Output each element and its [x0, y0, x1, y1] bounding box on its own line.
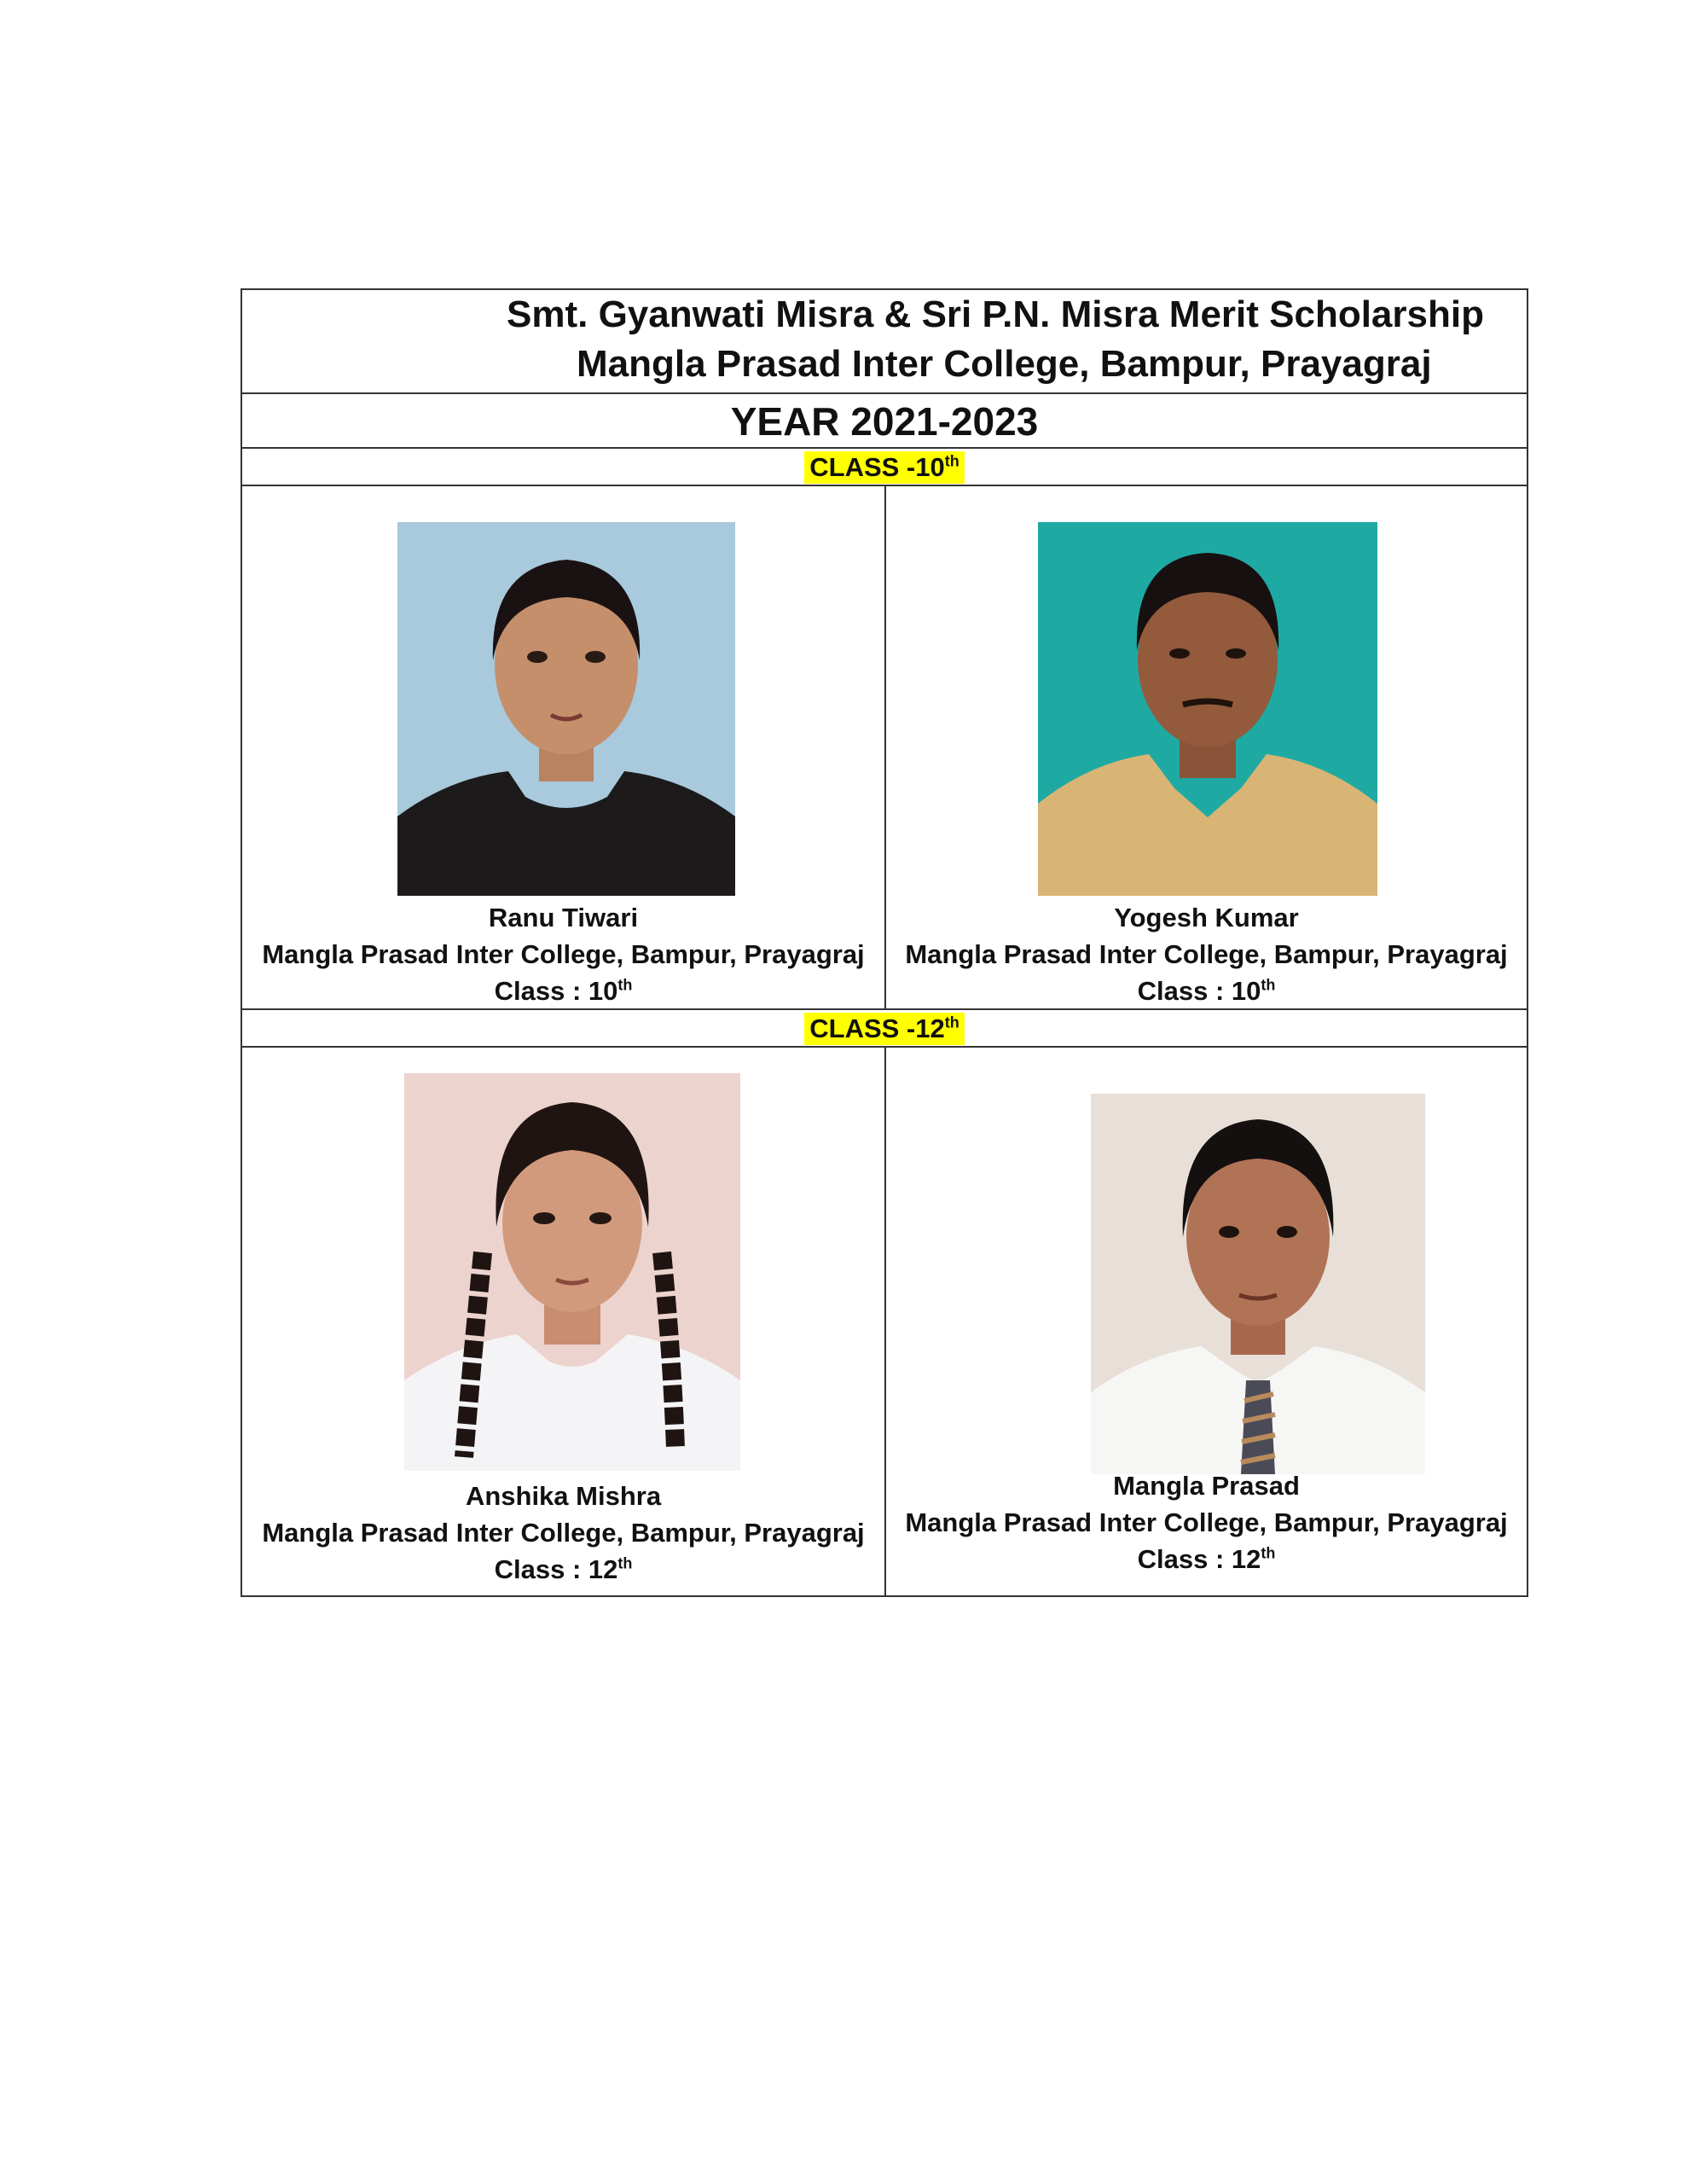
- student-caption: [886, 899, 1527, 1009]
- portrait-illustration: [397, 522, 735, 896]
- portrait-illustration: [404, 1073, 740, 1471]
- class-12-row: [242, 1010, 1527, 1048]
- student-class-text: Class : 12: [1137, 1544, 1261, 1574]
- student-class: [886, 973, 1527, 1009]
- student-card: [242, 1048, 884, 1595]
- class-10-row: [242, 449, 1527, 486]
- year-label: YEAR 2021-2023: [730, 399, 1039, 444]
- student-name: Anshika Mishra: [465, 1481, 662, 1511]
- class-12-label-text: CLASS -12: [809, 1014, 945, 1043]
- portrait-illustration: [1091, 1094, 1425, 1474]
- class-12-label: [804, 1013, 964, 1045]
- student-photo: [404, 1073, 740, 1471]
- student-class-sup: th: [617, 1554, 633, 1572]
- class-12-cards: [242, 1048, 1527, 1595]
- year-row: [242, 394, 1527, 449]
- student-photo: [1038, 522, 1377, 896]
- student-class-text: Class : 12: [494, 1554, 618, 1584]
- class-10-label-sup: th: [944, 452, 959, 470]
- student-name: Ranu Tiwari: [488, 903, 639, 932]
- student-class: [886, 1541, 1527, 1577]
- student-school: Mangla Prasad Inter College, Bampur, Prayagraj: [262, 939, 865, 969]
- class-10-label-text: CLASS -10: [809, 452, 945, 482]
- student-card: [884, 1048, 1527, 1595]
- student-school: Mangla Prasad Inter College, Bampur, Prayagraj: [262, 1518, 865, 1548]
- student-photo: [1091, 1094, 1425, 1474]
- student-class: [242, 973, 884, 1009]
- student-name: Mangla Prasad: [1113, 1471, 1300, 1501]
- student-class-text: Class : 10: [1137, 976, 1261, 1006]
- student-caption: [242, 1478, 884, 1588]
- student-caption: [242, 899, 884, 1009]
- student-class-text: Class : 10: [494, 976, 618, 1006]
- student-class-sup: th: [617, 976, 633, 994]
- scholarship-title: Smt. Gyanwati Misra & Sri P.N. Misra Merit Scholarship: [507, 293, 1484, 335]
- class-10-cards: [242, 486, 1527, 1010]
- student-class-sup: th: [1261, 1544, 1276, 1562]
- class-10-label: [804, 451, 964, 484]
- student-card: [242, 486, 884, 1008]
- college-title: Mangla Prasad Inter College, Bampur, Prayagraj: [577, 343, 1432, 385]
- student-name: Yogesh Kumar: [1114, 903, 1299, 932]
- student-school: Mangla Prasad Inter College, Bampur, Prayagraj: [905, 1507, 1508, 1537]
- student-card: [884, 486, 1527, 1008]
- title-row: [242, 290, 1527, 394]
- student-photo: [397, 522, 735, 896]
- student-class: [242, 1551, 884, 1588]
- portrait-illustration: [1038, 522, 1377, 896]
- student-school: Mangla Prasad Inter College, Bampur, Prayagraj: [905, 939, 1508, 969]
- scholarship-table: [241, 288, 1528, 1597]
- class-12-label-sup: th: [944, 1014, 959, 1031]
- student-caption: [886, 1467, 1527, 1577]
- student-class-sup: th: [1261, 976, 1276, 994]
